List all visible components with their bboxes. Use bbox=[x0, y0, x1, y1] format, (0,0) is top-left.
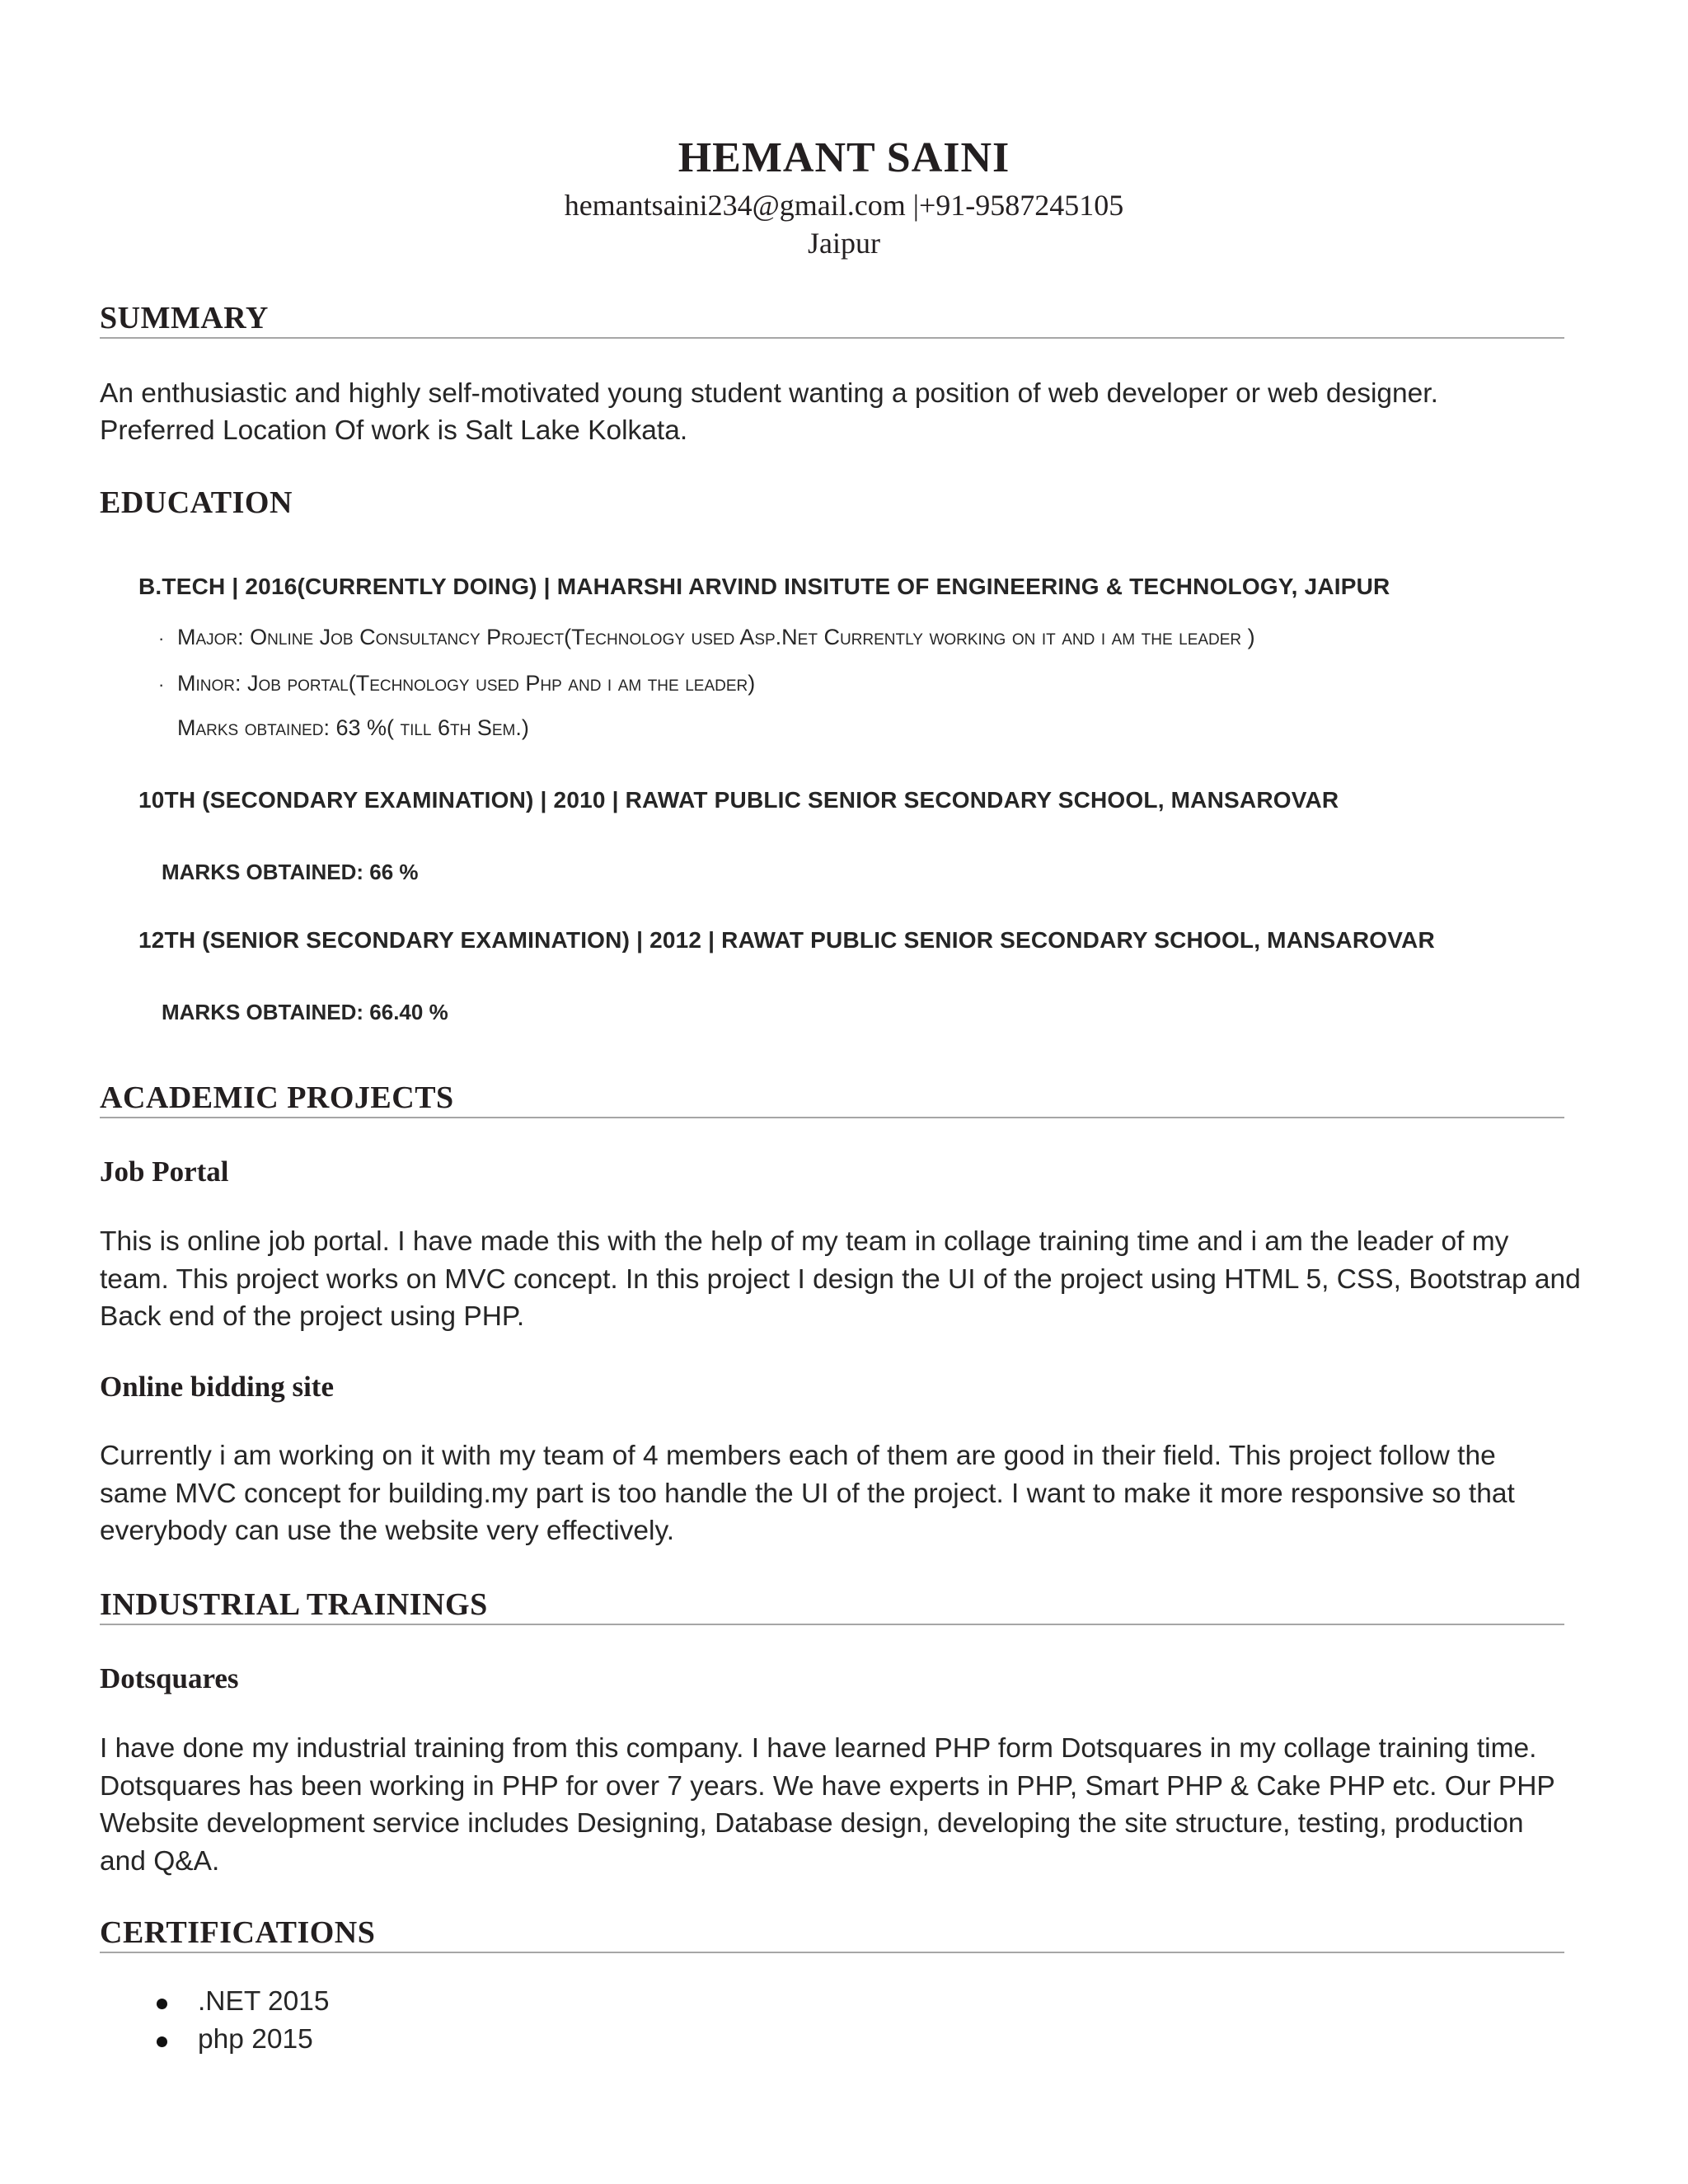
bullet-dot-icon: · bbox=[158, 628, 165, 649]
training-line-3: Website development service includes Designing, Database design, developing the site structure, testing, production bbox=[100, 1808, 1524, 1839]
candidate-name: HEMANT SAINI bbox=[678, 134, 1010, 181]
project-job-portal-line-2: team. This project works on MVC concept. In this project I design the UI of the project using HTML 5, CSS, Bootstrap and bbox=[100, 1264, 1581, 1295]
education-heading: EDUCATION bbox=[100, 485, 293, 520]
project-title-job-portal: Job Portal bbox=[100, 1155, 229, 1188]
project-job-portal-line-3: Back end of the project using PHP. bbox=[100, 1301, 525, 1332]
trainings-heading: INDUSTRIAL TRAININGS bbox=[100, 1587, 488, 1622]
tenth-title: 10TH (SECONDARY EXAMINATION) | 2010 | RAWAT PUBLIC SENIOR SECONDARY SCHOOL, MANSAROVAR bbox=[138, 787, 1339, 813]
contact-line: hemantsaini234@gmail.com |+91-9587245105 bbox=[564, 189, 1124, 222]
bullet-dot-icon: · bbox=[158, 674, 165, 695]
project-bidding-line-2: same MVC concept for building.my part is too handle the UI of the project. I want to make it more responsive so that bbox=[100, 1479, 1515, 1509]
trainings-rule bbox=[100, 1624, 1564, 1625]
summary-rule bbox=[100, 337, 1564, 339]
project-job-portal-line-1: This is online job portal. I have made this with the help of my team in collage training time and i am the leader of my bbox=[100, 1226, 1509, 1257]
summary-heading: SUMMARY bbox=[100, 301, 269, 335]
twelfth-marks: MARKS OBTAINED: 66.40 % bbox=[162, 1000, 448, 1024]
city: Jaipur bbox=[808, 227, 880, 260]
summary-line-2: Preferred Location Of work is Salt Lake Kolkata. bbox=[100, 415, 688, 446]
certification-item: php 2015 bbox=[198, 2024, 313, 2055]
projects-rule bbox=[100, 1117, 1564, 1118]
tenth-marks: MARKS OBTAINED: 66 % bbox=[162, 860, 419, 884]
summary-line-1: An enthusiastic and highly self-motivated young student wanting a position of web developer or web designer. bbox=[100, 378, 1438, 409]
btech-title: B.TECH | 2016(CURRENTLY DOING) | MAHARSHI ARVIND INSITUTE OF ENGINEERING & TECHNOLOGY, JAIPUR bbox=[138, 574, 1390, 599]
certifications-heading: CERTIFICATIONS bbox=[100, 1915, 376, 1950]
training-line-2: Dotsquares has been working in PHP for over 7 years. We have experts in PHP, Smart PHP & Cake PHP etc. Our PHP bbox=[100, 1771, 1555, 1802]
btech-marks: Marks obtained: 63 %( till 6th Sem.) bbox=[177, 715, 529, 740]
bullet-icon bbox=[157, 2036, 167, 2047]
certification-item: .NET 2015 bbox=[198, 1986, 330, 2017]
training-line-1: I have done my industrial training from this company. I have learned PHP form Dotsquares in my collage training time. bbox=[100, 1733, 1537, 1764]
projects-heading: ACADEMIC PROJECTS bbox=[100, 1080, 454, 1115]
btech-major: Major: Online Job Consultancy Project(Technology used Asp.Net Currently working on it and i am the leader ) bbox=[177, 625, 1255, 649]
project-title-bidding-site: Online bidding site bbox=[100, 1371, 334, 1403]
bullet-icon bbox=[157, 1999, 167, 2009]
btech-minor: Minor: Job portal(Technology used Php and i am the leader) bbox=[177, 671, 756, 696]
project-bidding-line-3: everybody can use the website very effectively. bbox=[100, 1516, 675, 1546]
certifications-rule bbox=[100, 1952, 1564, 1953]
twelfth-title: 12TH (SENIOR SECONDARY EXAMINATION) | 2012 | RAWAT PUBLIC SENIOR SECONDARY SCHOOL, MANSAROVAR bbox=[138, 927, 1435, 953]
training-title-dotsquares: Dotsquares bbox=[100, 1662, 239, 1694]
project-bidding-line-1: Currently i am working on it with my team of 4 members each of them are good in their field. This project follow the bbox=[100, 1441, 1496, 1471]
training-line-4: and Q&A. bbox=[100, 1846, 220, 1877]
